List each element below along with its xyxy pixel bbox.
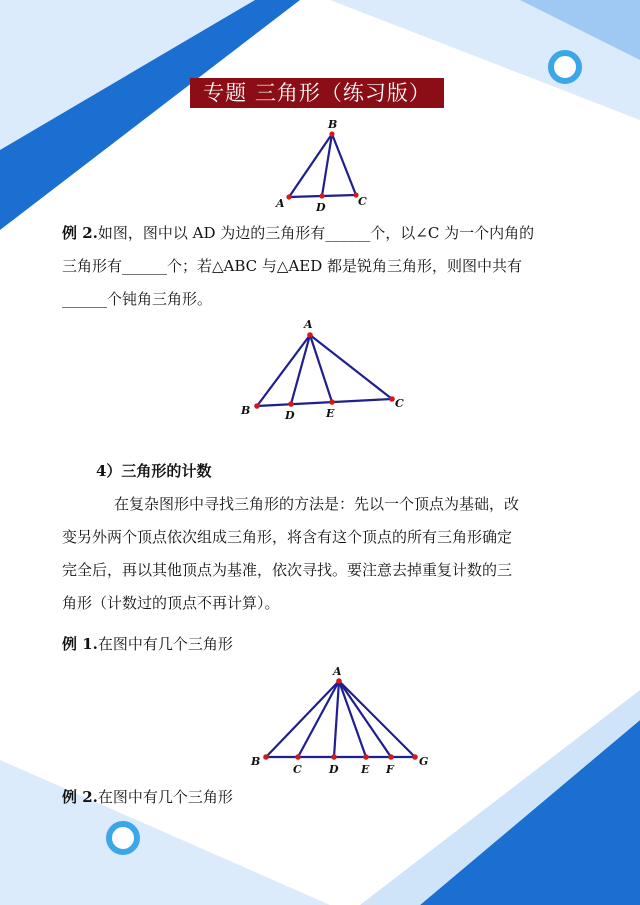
- fig3-label-g: G: [419, 755, 429, 768]
- example2-top-label: 例 2.: [62, 224, 98, 242]
- fig3-label-a: A: [333, 665, 342, 678]
- fig3-label-b: B: [251, 755, 261, 768]
- fig3-point-e: [363, 754, 369, 760]
- fig3-edge-ae: [339, 681, 366, 757]
- fig3-edge-af: [339, 681, 391, 757]
- section-body: [62, 488, 582, 620]
- example2-bottom-label: 例 2.: [62, 788, 98, 806]
- example2-bottom-body: 在图中有几个三角形: [97, 788, 233, 806]
- fig1-point-a: [286, 194, 291, 199]
- fig3-edge-ac: [298, 681, 339, 757]
- fig2-point-d: [288, 401, 294, 407]
- fig1-point-b: [329, 131, 334, 136]
- fig2-point-b: [254, 403, 260, 409]
- fig3-point-d: [331, 754, 337, 760]
- fig3-label-d: D: [329, 763, 339, 776]
- fig1-edge-bc: [332, 134, 356, 195]
- fig2-label-d: D: [285, 409, 295, 422]
- fig1-edge-ba: [289, 134, 332, 197]
- bottom-left-ring: [109, 824, 137, 852]
- fig3-edge-ag: [339, 681, 415, 757]
- section-body-line3: 完全后，再以其他顶点为基准，依次寻找。要注意去掉重复计数的三: [62, 561, 513, 579]
- page-title: 专题 三角形（练习版）: [190, 78, 444, 108]
- fig1-label-b: B: [328, 118, 338, 131]
- fig3-point-c: [295, 754, 301, 760]
- fig3-point-a: [336, 678, 342, 684]
- fig3-point-b: [263, 754, 269, 760]
- fig3-label-f: F: [386, 763, 394, 776]
- fig2-point-a: [307, 332, 313, 338]
- fig2-label-e: E: [326, 407, 335, 420]
- top-right-ring: [551, 53, 579, 81]
- example1-body: 在图中有几个三角形: [97, 635, 233, 653]
- fig1-edge-bd: [322, 134, 332, 196]
- example2-top-line2: 三角形有______个；若△ABC 与△AED 都是锐角三角形，则图中共有: [62, 257, 523, 275]
- example1-label: 例 1.: [62, 635, 98, 653]
- fig2-edge-bc: [257, 399, 392, 406]
- fig2-label-a: A: [304, 318, 313, 331]
- section-body-line1: 在复杂图形中寻找三角形的方法是：先以一个顶点为基础，改: [114, 495, 520, 513]
- fig2-edge-ae: [310, 335, 332, 402]
- fig3-label-e: E: [361, 763, 370, 776]
- example1-text: [62, 628, 582, 661]
- fig1-label-d: D: [316, 201, 326, 214]
- section-body-line4: 角形（计数过的顶点不再计算）。: [62, 594, 280, 612]
- fig3-edge-ad: [334, 681, 339, 757]
- fig2-edge-ab: [257, 335, 310, 406]
- fig2-point-e: [329, 399, 335, 405]
- example2-top-text: [62, 217, 582, 316]
- fig2-edge-ad: [291, 335, 310, 404]
- fig3-point-f: [388, 754, 394, 760]
- fig3-point-g: [412, 754, 418, 760]
- fig2-label-b: B: [241, 404, 251, 417]
- example2-top-line3: ______个钝角三角形。: [62, 290, 213, 308]
- section-body-line2: 变另外两个顶点依次组成三角形，将含有这个顶点的所有三角形确定: [62, 528, 513, 546]
- fig2-edge-ac: [310, 335, 392, 399]
- fig2-label-c: C: [395, 397, 404, 410]
- example2-bottom-text: [62, 781, 582, 814]
- section-heading: 4）三角形的计数: [96, 462, 212, 480]
- figure-1: [270, 115, 380, 215]
- example2-top-line1: 如图，图中以 AD 为边的三角形有______个，以∠C 为一个内角的: [97, 224, 535, 242]
- fig3-edge-ab: [266, 681, 339, 757]
- fig2-point-c: [389, 396, 395, 402]
- fig1-label-c: C: [358, 195, 367, 208]
- fig1-point-d: [319, 193, 324, 198]
- figure-2: [235, 315, 415, 425]
- fig3-label-c: C: [293, 763, 302, 776]
- fig1-label-a: A: [276, 197, 285, 210]
- figure-3: [245, 660, 435, 780]
